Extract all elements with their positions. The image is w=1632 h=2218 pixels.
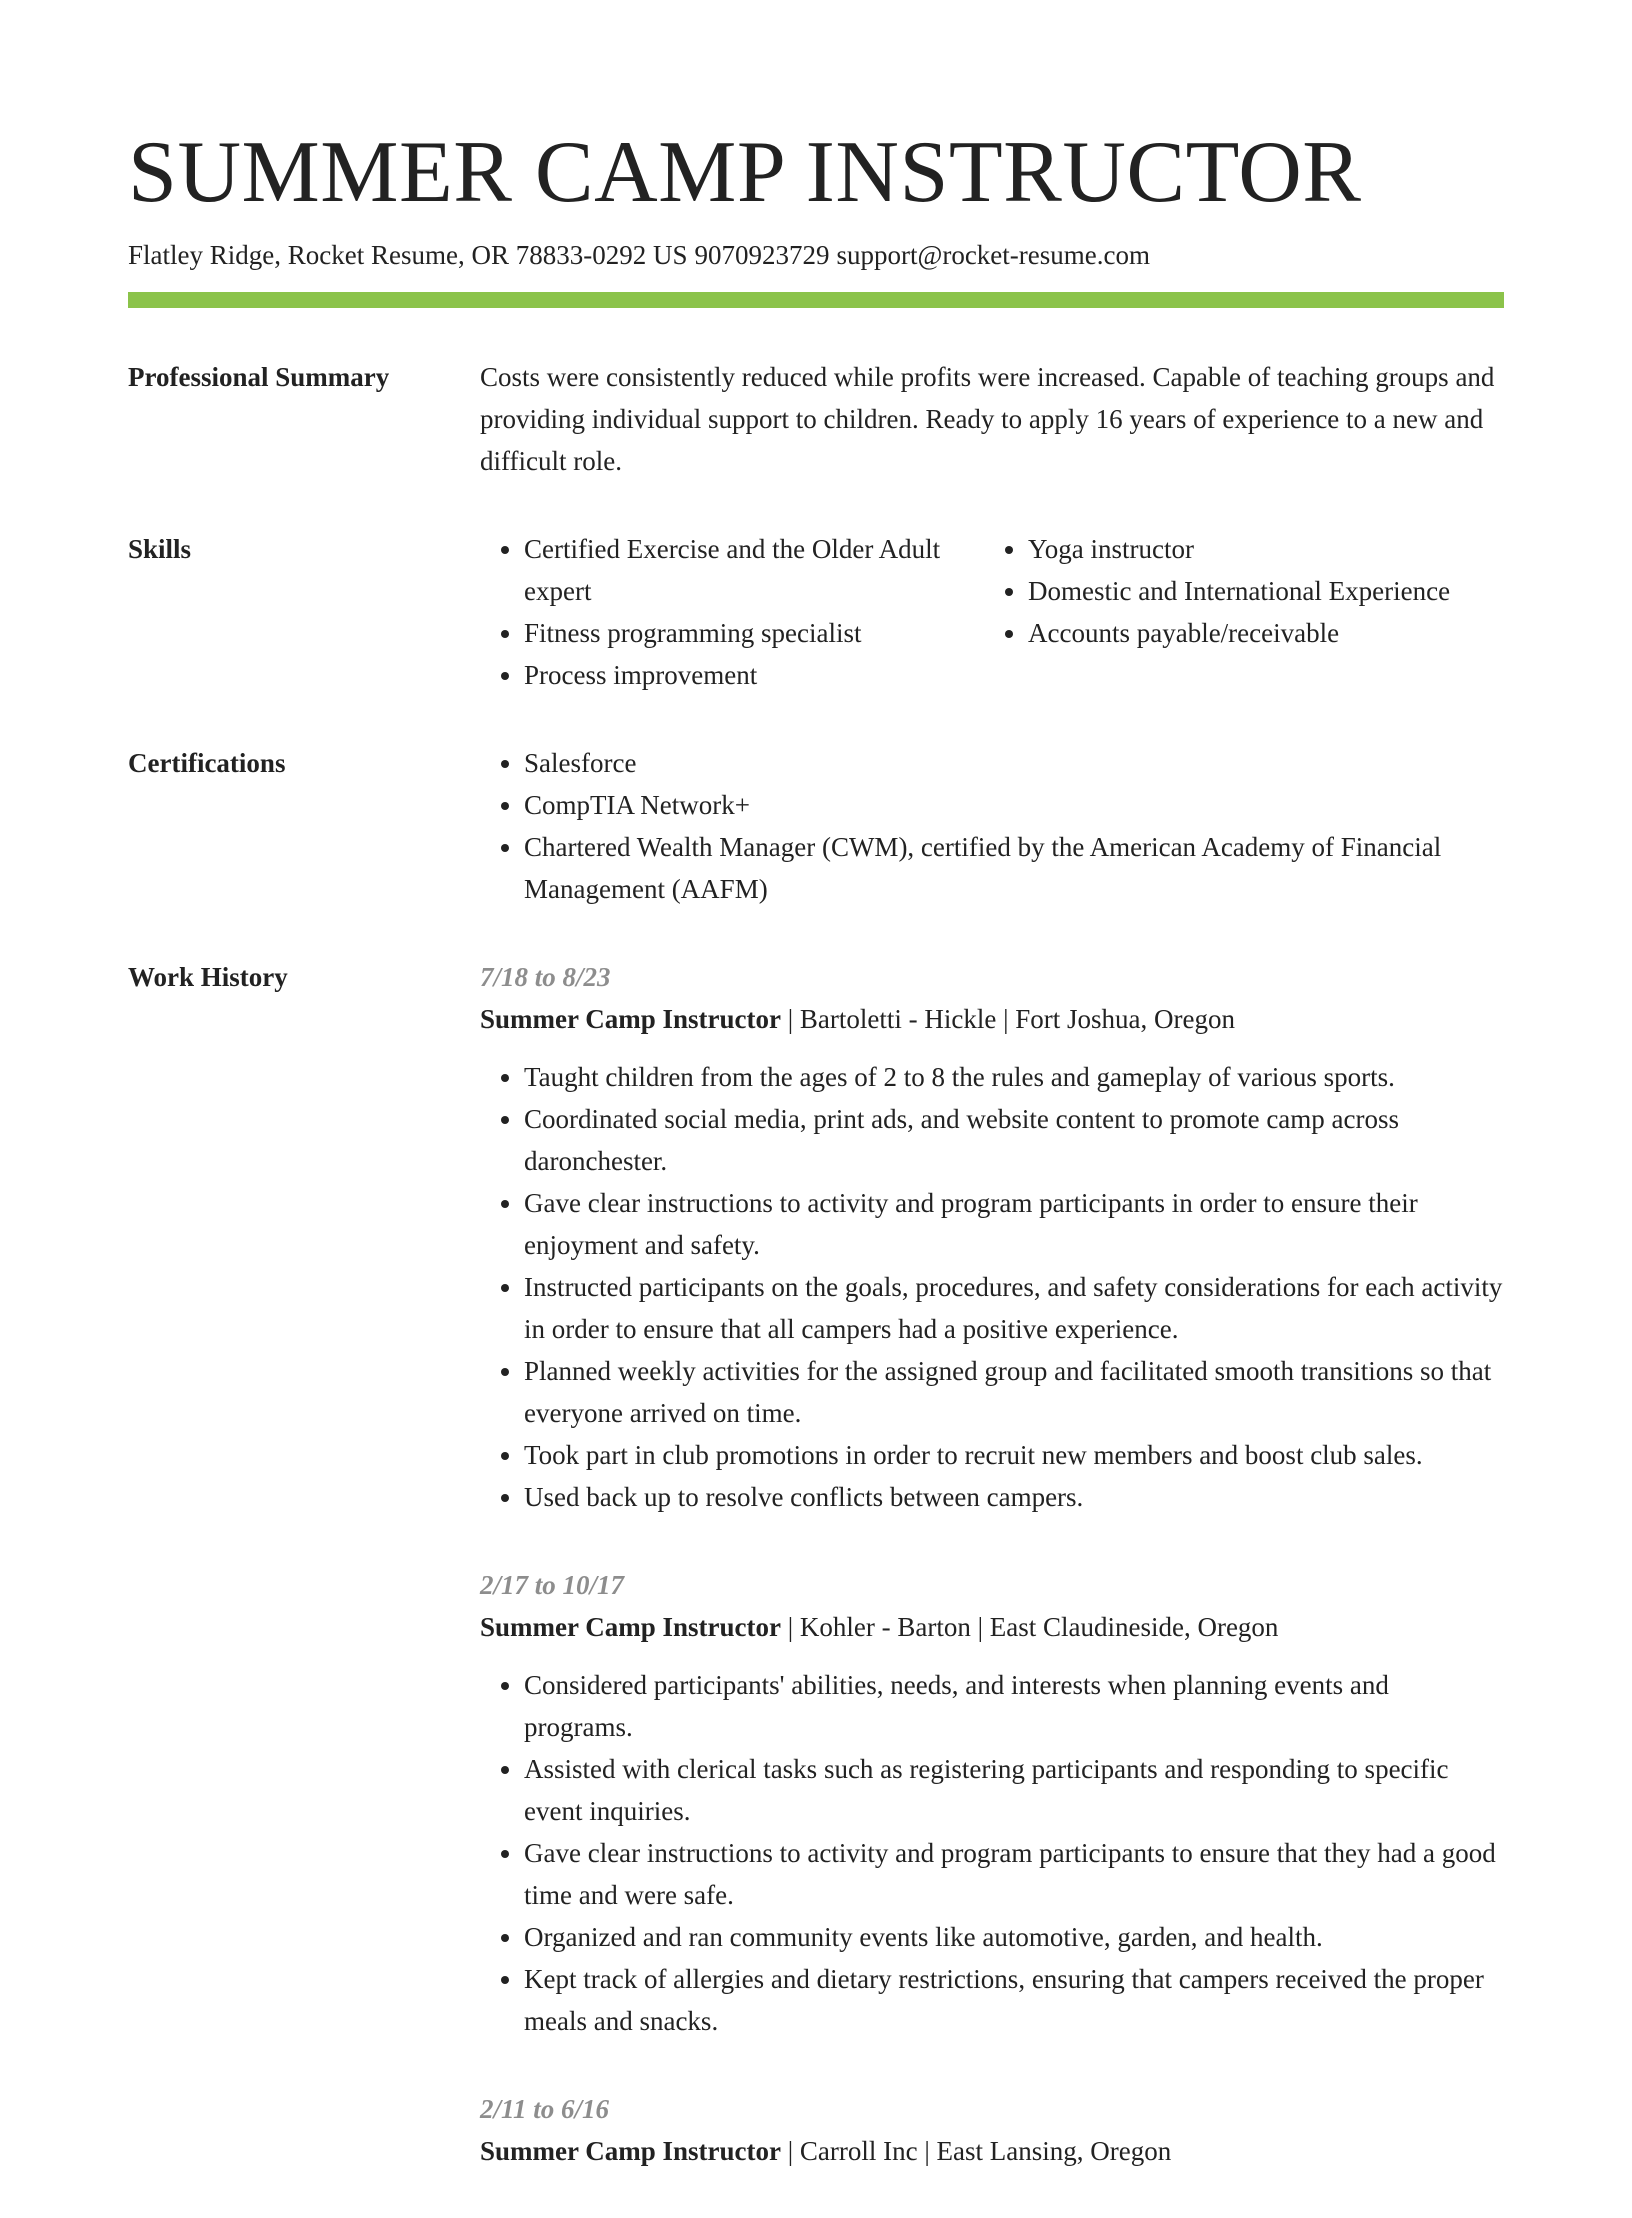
skill-item: • Fitness programming specialist xyxy=(524,612,984,654)
section-work-history xyxy=(128,956,1504,2218)
skill-item: • Yoga instructor xyxy=(1028,528,1528,570)
job-dates: 2/17 to 10/17 xyxy=(480,1570,625,1600)
job-bullet: • Coordinated social media, print ads, and website content to promote camp across daronchester. xyxy=(524,1098,1504,1182)
section-label-certifications: Certifications xyxy=(128,748,286,778)
job-location: Fort Joshua, Oregon xyxy=(1015,1004,1235,1034)
section-label-skills: Skills xyxy=(128,534,192,564)
skill-item: • Certified Exercise and the Older Adult expert xyxy=(524,528,984,612)
separator: | xyxy=(924,2136,930,2166)
section-professional-summary xyxy=(128,356,1504,482)
job-location: East Claudineside, Oregon xyxy=(989,1612,1279,1642)
contact-address: Flatley Ridge, Rocket Resume, OR 78833-0292 US xyxy=(128,240,688,270)
job-bullet: • Instructed participants on the goals, procedures, and safety considerations for each activity in order to ensure that all campers had a positive experience. xyxy=(524,1266,1504,1350)
separator: | xyxy=(1003,1004,1009,1034)
job-title-line xyxy=(480,998,1504,1040)
skills-body xyxy=(480,528,1528,696)
summary-text: Costs were consistently reduced while profits were increased. Capable of teaching groups and providing individual support to children. Ready to apply 16 years of experience to a new and difficult role. xyxy=(480,362,1495,476)
contact-phone: 9070923729 xyxy=(694,240,830,270)
contact-email: support@rocket-resume.com xyxy=(836,240,1150,270)
job-dates: 2/11 to 6/16 xyxy=(480,2094,610,2124)
skills-list-left xyxy=(480,528,984,696)
section-label-work-history: Work History xyxy=(128,962,288,992)
job-title-line xyxy=(480,1606,1504,1648)
section-label-summary: Professional Summary xyxy=(128,362,390,392)
job-bullet: • Used back up to resolve conflicts between campers. xyxy=(524,1476,1504,1518)
job-title: Summer Camp Instructor xyxy=(480,2136,781,2166)
skill-item: • Domestic and International Experience xyxy=(1028,570,1528,612)
work-history-body xyxy=(480,956,1504,2218)
job-bullet: • Kept track of allergies and dietary restrictions, ensuring that campers received the proper meals and snacks. xyxy=(524,1958,1504,2042)
job-bullet: • Planned weekly activities for the assigned group and facilitated smooth transitions so that everyone arrived on time. xyxy=(524,1350,1504,1434)
certification-item: • Salesforce xyxy=(524,742,1504,784)
job-bullet: • Took part in club promotions in order to recruit new members and boost club sales. xyxy=(524,1434,1504,1476)
job-bullet: • Gave clear instructions to activity and program participants in order to ensure their enjoyment and safety. xyxy=(524,1182,1504,1266)
resume-name: SUMMER CAMP INSTRUCTOR xyxy=(128,124,1362,221)
skill-item: • Process improvement xyxy=(524,654,984,696)
separator: | xyxy=(787,1612,794,1642)
skills-list-right xyxy=(984,528,1528,696)
job-entry xyxy=(480,1564,1504,2042)
job-bullet: • Gave clear instructions to activity and program participants to ensure that they had a good time and were safe. xyxy=(524,1832,1504,1916)
job-title-line xyxy=(480,2130,1504,2172)
resume-page xyxy=(128,118,1504,2218)
job-title: Summer Camp Instructor xyxy=(480,1004,781,1034)
job-bullet: • Assisted with clerical tasks such as registering participants and responding to specific event inquiries. xyxy=(524,1748,1504,1832)
header-divider xyxy=(128,292,1504,308)
certifications-body xyxy=(480,742,1504,910)
separator: | xyxy=(977,1612,983,1642)
section-certifications xyxy=(128,742,1504,910)
contact-line xyxy=(128,236,1504,274)
job-entry xyxy=(480,956,1504,1518)
job-bullets xyxy=(480,1056,1504,1518)
job-company: Kohler - Barton xyxy=(799,1612,971,1642)
skill-item: • Accounts payable/receivable xyxy=(1028,612,1528,654)
job-location: East Lansing, Oregon xyxy=(936,2136,1172,2166)
section-skills xyxy=(128,528,1504,696)
job-company: Bartoletti - Hickle xyxy=(799,1004,997,1034)
job-dates: 7/18 to 8/23 xyxy=(480,962,611,992)
job-bullet: • Taught children from the ages of 2 to 8 the rules and gameplay of various sports. xyxy=(524,1056,1504,1098)
summary-body xyxy=(480,356,1504,482)
separator: | xyxy=(787,2136,794,2166)
separator: | xyxy=(787,1004,794,1034)
job-company: Carroll Inc xyxy=(799,2136,918,2166)
job-bullets xyxy=(480,1664,1504,2042)
job-bullet: • Considered participants' abilities, needs, and interests when planning events and programs. xyxy=(524,1664,1504,1748)
certification-item: • Chartered Wealth Manager (CWM), certified by the American Academy of Financial Management (AAFM) xyxy=(524,826,1504,910)
certifications-list xyxy=(480,742,1504,910)
job-title: Summer Camp Instructor xyxy=(480,1612,781,1642)
job-bullet: • Organized and ran community events like automotive, garden, and health. xyxy=(524,1916,1504,1958)
job-entry xyxy=(480,2088,1504,2172)
certification-item: • CompTIA Network+ xyxy=(524,784,1504,826)
